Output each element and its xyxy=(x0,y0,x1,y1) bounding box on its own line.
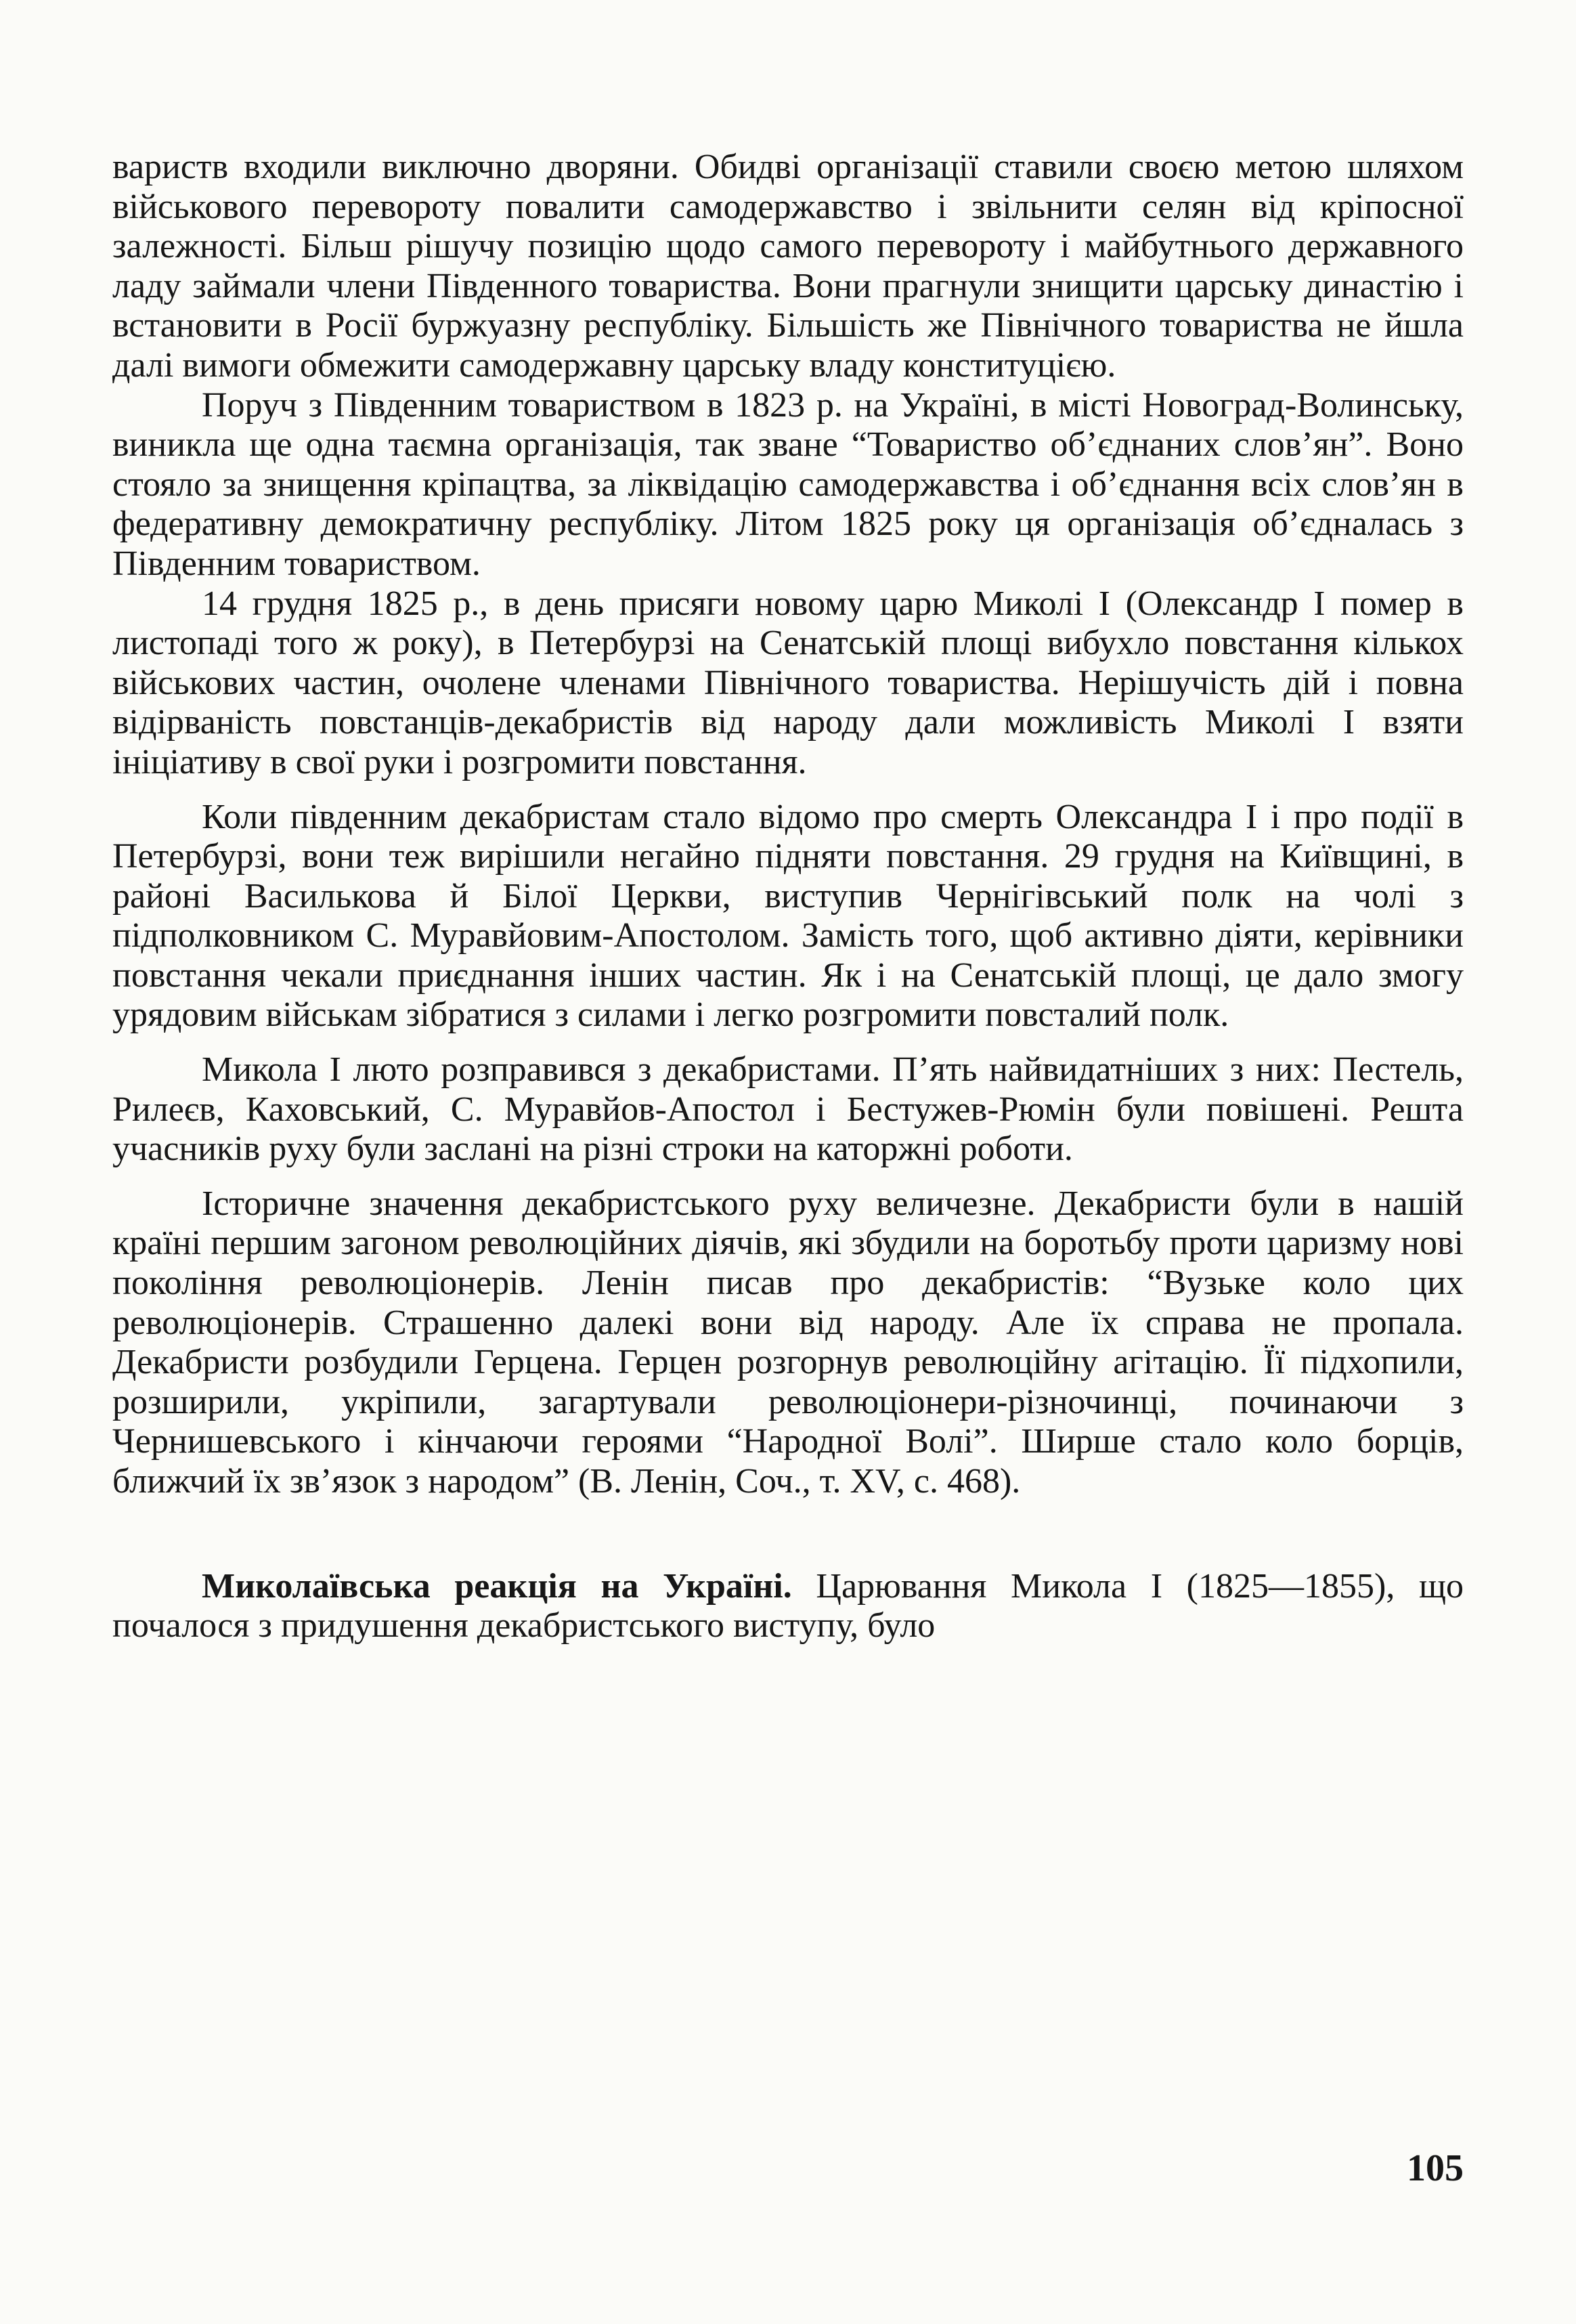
paragraph-5: Микола І люто розправився з декабристами. П’ять найвидатніших з них: Пестель, Рилеєв, Каховський, С. Муравйов-Апостол і Бестужев-Рюмін були повішені. Решта учасників руху були заслані на різні строки на каторжні роботи. xyxy=(112,1050,1464,1169)
paragraph-6: Історичне значення декабристського руху величезне. Декабристи були в нашій країні першим загоном революційних діячів, які збудили на боротьбу проти царизму нові покоління революціонерів. Ленін писав про декабристів: “Вузьке коло цих революціонерів. Страшенно далекі вони від народу. Але їх справа не пропала. Декабристи розбудили Герцена. Герцен розгорнув революційну агітацію. Її підхопили, розширили, укріпили, загартували революціонери-різночинці, починаючи з Чернишевського і кінчаючи героями “Народної Волі”. Ширше стало коло борців, ближчий їх зв’язок з народом” (В. Ленін, Соч., т. XV, с. 468). xyxy=(112,1184,1464,1501)
section-title: Миколаївська реакція на Україні. xyxy=(202,1566,792,1606)
page-body xyxy=(112,148,1464,1646)
paragraph-3: 14 грудня 1825 р., в день присяги новому царю Миколі І (Олександр І помер в листопаді того ж року), в Петербурзі на Сенатській площі вибухло повстання кількох військових частин, очолене членами Північного товариства. Нерішучість дій і повна відірваність повстанців-декабристів від народу дали можливість Миколі І взяти ініціативу в свої руки і розгромити повстання. xyxy=(112,584,1464,781)
paragraph-2: Поруч з Південним товариством в 1823 р. на Україні, в місті Новоград-Волинську, виникла ще одна таємна організація, так зване “Товариство об’єднаних слов’ян”. Воно стояло за знищення кріпацтва, за ліквідацію самодержавства і об’єднання всіх слов’ян в федеративну демократичну республіку. Літом 1825 року ця організація об’єдналась з Південним товариством. xyxy=(112,385,1464,583)
page-number: 105 xyxy=(1407,2147,1464,2189)
section-paragraph xyxy=(112,1567,1464,1646)
paragraph-4: Коли південним декабристам стало відомо про смерть Олександра І і про події в Петербурзі, вони теж вирішили негайно підняти повстання. 29 грудня на Київщині, в районі Василькова й Білої Церкви, виступив Чернігівський полк на чолі з підполковником С. Муравйовим-Апостолом. Замість того, щоб активно діяти, керівники повстання чекали приєднання інших частин. Як і на Сенатській площі, це дало змогу урядовим військам зібратися з силами і легко розгромити повсталий полк. xyxy=(112,797,1464,1035)
section-text: Царювання Микола І (1825—1855), що почалося з придушення декабристського виступу, було xyxy=(112,1566,1464,1645)
paragraph-1: вариств входили виключно дворяни. Обидві організації ставили своєю метою шляхом військового перевороту повалити самодержавство і звільнити селян від кріпосної залежності. Більш рішучу позицію щодо самого перевороту і майбутнього державного ладу займали члени Південного товариства. Вони прагнули знищити царську династію і встановити в Росії буржуазну республіку. Більшість же Північного товариства не йшла далі вимоги обмежити самодержавну царську владу конституцією. xyxy=(112,148,1464,385)
